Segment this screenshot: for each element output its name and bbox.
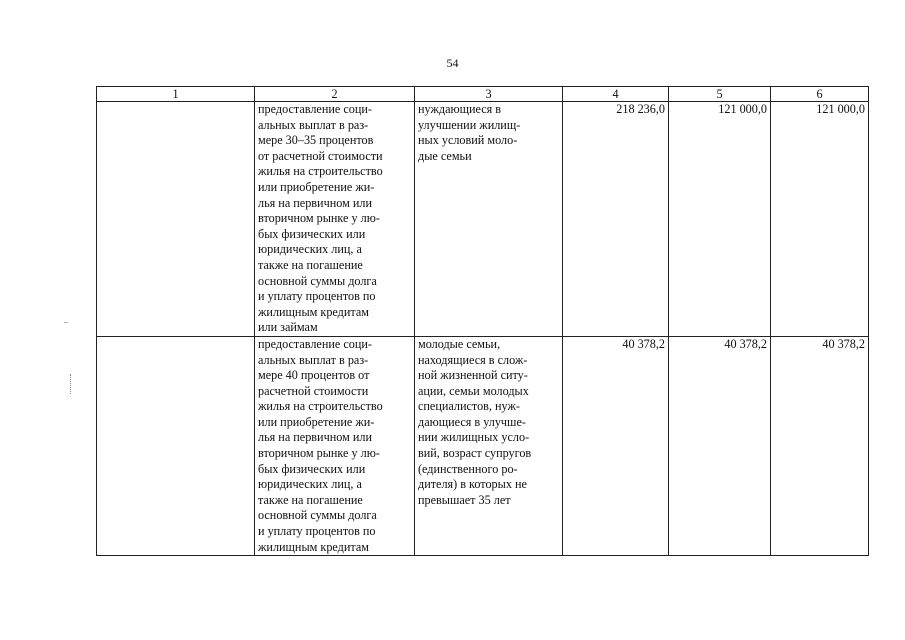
text-line: предоставление соци- [258,102,372,116]
cell-amount-col-5: 121 000,0 [669,102,771,337]
text-line: превышает 35 лет [418,492,511,507]
text-line: бых физических или [258,461,366,476]
table-row [97,102,869,337]
text-line: ной жизненной ситу- [418,368,528,383]
text-line: молодые семьи, [418,336,501,351]
margin-dotted-mark [70,374,77,394]
cell-amount-col-4: 218 236,0 [563,102,669,337]
text-line: дые семьи [418,148,472,163]
text-line: мере 40 процентов от [258,368,370,383]
text-line: или займам [258,320,318,335]
text-line: нуждающиеся в [418,102,502,116]
text-line: лья на первичном или [258,430,372,445]
cell-amount-col-4: 40 378,2 [563,336,669,555]
text-line: нии жилищных усло- [418,430,530,445]
text-line: мере 30–35 процентов [258,133,374,148]
table-header-row [97,87,869,102]
text-line: жилищным кредитам [258,304,369,319]
text-line: ных условий моло- [418,133,518,148]
text-line: альных выплат в раз- [258,352,369,367]
column-header-3: 3 [415,87,563,102]
cell-amount-col-5: 40 378,2 [669,336,771,555]
text-line: (единственного ро- [418,461,518,476]
column-header-2: 2 [255,87,415,102]
table-row [97,336,869,555]
text-line: бых физических или [258,226,366,241]
text-line: вторичном рынке у лю- [258,446,380,461]
column-header-6: 6 [771,87,869,102]
cell-amount-col-6: 40 378,2 [771,336,869,555]
text-line: также на погашение [258,257,363,272]
text-line: юридических лиц, а [258,242,362,257]
text-line: и уплату процентов по [258,289,376,304]
text-line: лья на первичном или [258,195,372,210]
text-line: альных выплат в раз- [258,117,369,132]
text-line: ации, семьи молодых [418,383,529,398]
text-line: основной суммы долга [258,508,377,523]
text-line: юридических лиц, а [258,477,362,492]
text-line: специалистов, нуж- [418,399,520,414]
page-number: 54 [446,56,459,70]
column-header-4: 4 [563,87,669,102]
text-line: улучшении жилищ- [418,117,521,132]
column-header-5: 5 [669,87,771,102]
text-line: находящиеся в слож- [418,352,528,367]
text-line: дающиеся в улучше- [418,414,526,429]
text-line: или приобретение жи- [258,414,375,429]
text-line: предоставление соци- [258,336,372,351]
cell-col-3 [415,336,563,555]
text-line: основной суммы долга [258,273,377,288]
column-header-1: 1 [97,87,255,102]
text-line: жилищным кредитам [258,539,369,554]
text-line: жилья на строительство [258,164,383,179]
text-line: или приобретение жи- [258,179,375,194]
cell-col-1 [97,102,255,337]
table-body [97,102,869,556]
cell-col-2 [255,336,415,555]
text-line: дителя) в которых не [418,477,527,492]
text-line: вий, возраст супругов [418,446,532,461]
cell-amount-col-6: 121 000,0 [771,102,869,337]
text-line: расчетной стоимости [258,383,369,398]
cell-col-3 [415,102,563,337]
text-line: от расчетной стоимости [258,148,383,163]
text-line: и уплату процентов по [258,524,376,539]
document-table [96,86,869,556]
cell-col-2 [255,102,415,337]
text-line: вторичном рынке у лю- [258,211,380,226]
text-line: жилья на строительство [258,399,383,414]
cell-col-1 [97,336,255,555]
margin-tick-mark [64,322,68,323]
text-line: также на погашение [258,492,363,507]
